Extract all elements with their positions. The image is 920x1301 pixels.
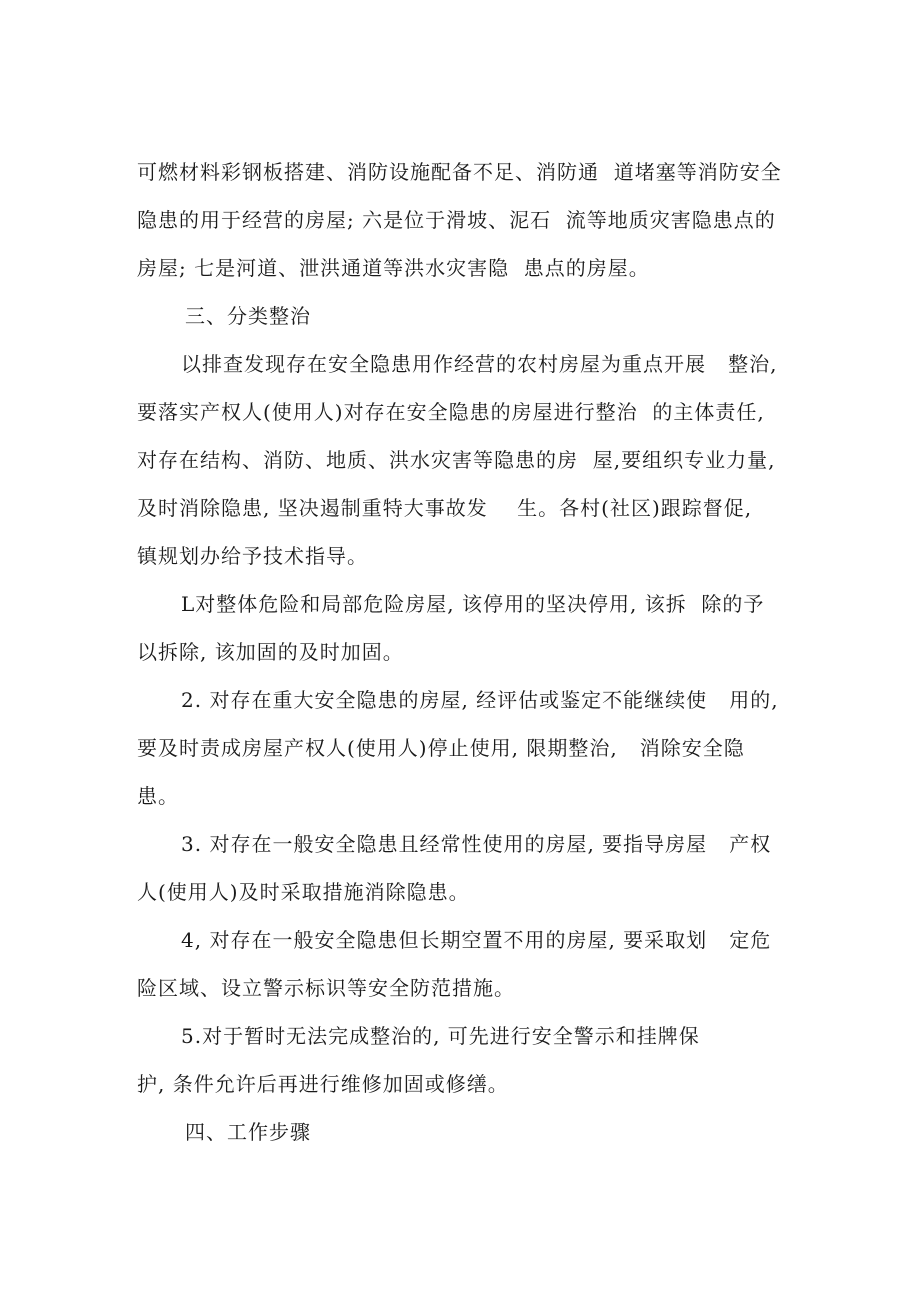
- list-item-4: 4, 对存在一般安全隐患但长期空置不用的房屋, 要采取划 定危: [181, 928, 772, 952]
- section-heading: 四、工作步骤: [185, 1120, 311, 1144]
- list-item-3: 3. 对存在一般安全隐患且经常性使用的房屋, 要指导房屋 产权: [181, 832, 772, 856]
- text-line: 护, 条件允许后再进行维修加固或修缮。: [137, 1072, 509, 1096]
- text-line: 险区域、设立警示标识等安全防范措施。: [137, 976, 515, 1000]
- text-line: 对存在结构、消防、地质、洪水灾害等隐患的房 屋,要组织专业力量,: [137, 448, 776, 472]
- text-line: 要落实产权人(使用人)对存在安全隐患的房屋进行整治 的主体责任,: [137, 400, 765, 424]
- text-line: 要及时责成房屋产权人(使用人)停止使用, 限期整治, 消除安全隐: [137, 736, 745, 760]
- text-line: 以拆除, 该加固的及时加固。: [137, 640, 404, 664]
- text-line: 隐患的用于经营的房屋; 六是位于滑坡、泥石 流等地质灾害隐患点的: [137, 208, 776, 232]
- text-line: 患。: [137, 784, 179, 808]
- list-item-5: 5.对于暂时无法完成整治的, 可先进行安全警示和挂牌保: [181, 1024, 700, 1048]
- text-line: 房屋; 七是河道、泄洪通道等洪水灾害隐 患点的房屋。: [137, 256, 650, 280]
- section-heading: 三、分类整治: [185, 304, 311, 328]
- list-item-2: 2. 对存在重大安全隐患的房屋, 经评估或鉴定不能继续使 用的,: [181, 688, 779, 712]
- text-line: 以排查发现存在安全隐患用作经营的农村房屋为重点开展 整治,: [181, 352, 778, 376]
- text-line: 可燃材料彩钢板搭建、消防设施配备不足、消防通 道堵塞等消防安全: [137, 160, 782, 184]
- list-item-1: L对整体危险和局部危险房屋, 该停用的坚决停用, 该拆 除的予: [181, 592, 765, 616]
- text-line: 镇规划办给予技术指导。: [137, 544, 368, 568]
- text-line: 及时消除隐患, 坚决遏制重特大事故发 生。各村(社区)跟踪督促,: [137, 496, 753, 520]
- text-line: 人(使用人)及时采取措施消除隐患。: [137, 880, 470, 904]
